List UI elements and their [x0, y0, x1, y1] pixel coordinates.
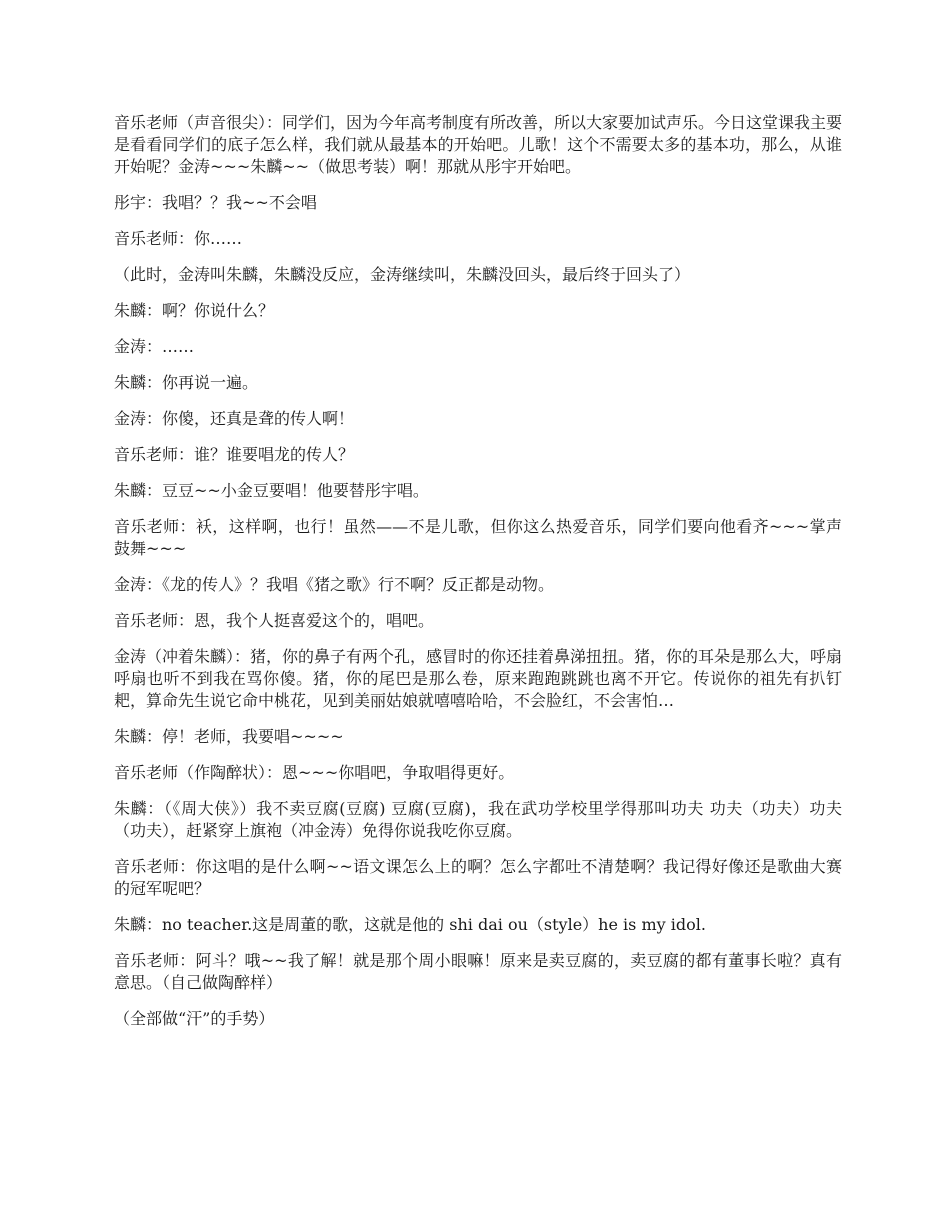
stage-direction: （此时，金涛叫朱麟，朱麟没反应，金涛继续叫，朱麟没回头，最后终于回头了） — [114, 265, 691, 284]
dialogue-paragraph: 音乐老师（声音很尖）：同学们，因为今年高考制度有所改善，所以大家要加试声乐。今日这堂课我主要是看看同学们的底子怎么样，我们就从最基本的开始吧。儿歌！这个不需要太多的基本功，那么，从谁开始呢？金涛~~~朱麟~~（做思考装）啊！那就从彤宇开始吧。 — [114, 113, 843, 176]
dialogue-paragraph: 音乐老师：阿斗？哦~~我了解！就是那个周小眼嘛！原来是卖豆腐的，卖豆腐的都有董事长啦？真有意思。（自己做陶醉样） — [114, 951, 842, 992]
dialogue-paragraph: 音乐老师：恩，我个人挺喜爱这个的，唱吧。 — [114, 611, 435, 630]
dialogue-paragraph: 金涛：你傻，还真是聋的传人啊！ — [114, 409, 355, 428]
document-body — [114, 112, 842, 1044]
dialogue-paragraph: 朱麟：豆豆~~小金豆要唱！他要替彤宇唱。 — [114, 481, 429, 500]
dialogue-paragraph: 金涛：…… — [114, 337, 195, 356]
dialogue-paragraph: 彤宇：我唱？？我~~不会唱 — [114, 193, 317, 212]
stage-direction: （全部做“汗”的手势） — [114, 1009, 275, 1028]
dialogue-paragraph: 朱麟：你再说一遍。 — [114, 373, 259, 392]
dialogue-paragraph: 音乐老师：你…… — [114, 229, 243, 248]
dialogue-paragraph: 朱麟：no teacher.这是周董的歌，这就是他的 shi dai ou（style）he is my idol. — [114, 915, 706, 934]
dialogue-paragraph: 音乐老师：袄，这样啊，也行！虽然——不是儿歌，但你这么热爱音乐，同学们要向他看齐~~~掌声鼓舞~~~ — [114, 517, 842, 558]
dialogue-paragraph: 朱麟：（《周大侠》）我不卖豆腐(豆腐) 豆腐(豆腐)，我在武功学校里学得那叫功夫 功夫（功夫）功夫（功夫），赶紧穿上旗袍（冲金涛）免得你说我吃你豆腐。 — [114, 799, 842, 840]
dialogue-paragraph: 音乐老师：你这唱的是什么啊~~语文课怎么上的啊？怎么字都吐不清楚啊？我记得好像还是歌曲大赛的冠军呢吧？ — [114, 857, 842, 898]
dialogue-paragraph: 金涛（冲着朱麟）：猪，你的鼻子有两个孔，感冒时的你还挂着鼻涕扭扭。猪，你的耳朵是那么大，呼扇呼扇也听不到我在骂你傻。猪，你的尾巴是那么卷，原来跑跑跳跳也离不开它。传说你的祖先有扒钉耙，算命先生说它命中桃花，见到美丽姑娘就嘻嘻哈哈，不会脸红，不会害怕… — [114, 647, 843, 710]
dialogue-paragraph: 朱麟：啊？你说什么？ — [114, 301, 275, 320]
dialogue-paragraph: 音乐老师：谁？谁要唱龙的传人？ — [114, 445, 355, 464]
dialogue-paragraph: 音乐老师（作陶醉状）：恩~~~你唱吧，争取唱得更好。 — [114, 763, 515, 782]
dialogue-paragraph: 朱麟：停！老师，我要唱~~~~ — [114, 727, 344, 746]
dialogue-paragraph: 金涛：《龙的传人》？我唱《猪之歌》行不啊？反正都是动物。 — [114, 575, 555, 594]
